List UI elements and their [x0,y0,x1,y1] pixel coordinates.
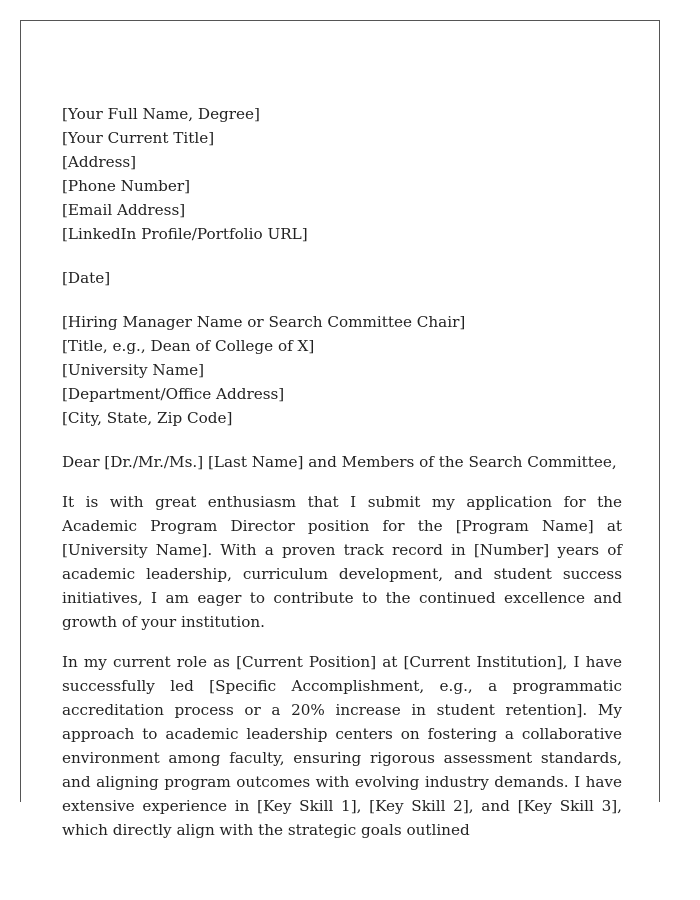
recipient-name: [Hiring Manager Name or Search Committee Chair] [62,313,466,331]
recipient-university: [University Name] [62,361,205,379]
sender-phone: [Phone Number] [62,177,191,195]
letter-content [62,102,622,842]
body-paragraph: It is with great enthusiasm that I submit my application for the Academic Program Director position for the [Program Name] at [University Name]. With a proven track record in [Number] years of academic leadership, curriculum development, and student success initiatives, I am eager to contribute to the continued excellence and growth of your institution. [62,493,622,631]
salutation: Dear [Dr./Mr./Ms.] [Last Name] and Members of the Search Committee, [62,453,617,471]
sender-address: [Address] [62,153,137,171]
sender-block [62,102,622,246]
sender-email: [Email Address] [62,201,186,219]
recipient-block [62,310,622,430]
body-paragraph: In my current role as [Current Position] at [Current Institution], I have successfully led [Specific Accomplishment, e.g., a programmatic accreditation process or a 20% increase in student retention]. My approach to academic leadership centers on fostering a collaborative environment among faculty, ensuring rigorous assessment standards, and aligning program outcomes with evolving industry demands. I have extensive experience in [Key Skill 1], [Key Skill 2], and [Key Skill 3], which directly align with the strategic goals outlined [62,653,622,839]
recipient-city-state-zip: [City, State, Zip Code] [62,409,233,427]
letter-date: [Date] [62,269,111,287]
sender-linkedin: [LinkedIn Profile/Portfolio URL] [62,225,308,243]
sender-name: [Your Full Name, Degree] [62,105,260,123]
recipient-address: [Department/Office Address] [62,385,285,403]
recipient-title: [Title, e.g., Dean of College of X] [62,337,315,355]
sender-title: [Your Current Title] [62,129,215,147]
letter-page [20,20,660,839]
date-block [62,266,622,290]
